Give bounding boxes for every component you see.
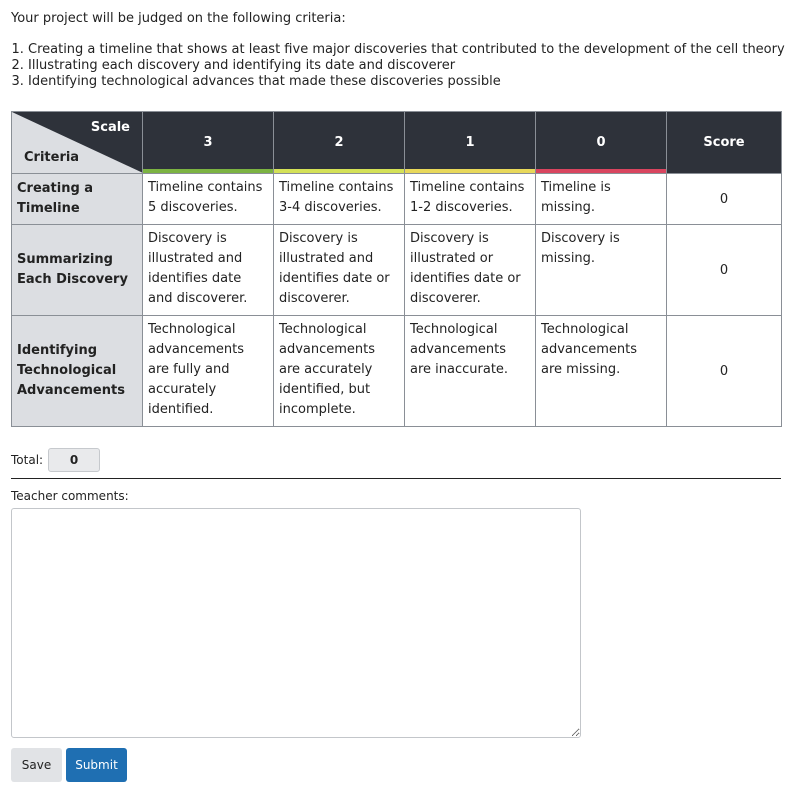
scale-header-label: 3	[203, 135, 213, 150]
rubric-row	[12, 174, 782, 225]
scale-header-label: 2	[334, 135, 344, 150]
divider	[11, 478, 781, 479]
comments-label: Teacher comments:	[11, 489, 129, 503]
scale-header-2	[274, 112, 405, 174]
total-value: 0	[48, 448, 100, 472]
save-button[interactable]: Save	[11, 748, 62, 782]
scale-header-3	[143, 112, 274, 174]
criterion-cell: Summarizing Each Discovery	[12, 225, 143, 316]
rubric-row	[12, 316, 782, 427]
rubric-cell[interactable]: Discovery is illustrated and identifies date or discoverer.	[274, 225, 405, 316]
criteria-label: Criteria	[24, 150, 80, 165]
criterion-cell: Identifying Technological Advancements	[12, 316, 143, 427]
scale-color-bar	[405, 169, 535, 173]
scale-header-1	[405, 112, 536, 174]
criteria-item: 1. Creating a timeline that shows at least five major discoveries that contributed to the development of the cell theory	[28, 42, 785, 58]
criteria-item: 3. Identifying technological advances that made these discoveries possible	[28, 74, 785, 90]
score-cell: 0	[667, 225, 782, 316]
rubric-cell[interactable]: Discovery is illustrated or identifies date or discoverer.	[405, 225, 536, 316]
criteria-list	[11, 42, 785, 90]
scale-label: Scale	[90, 120, 130, 135]
teacher-comments-input[interactable]	[11, 508, 581, 738]
rubric-cell[interactable]: Discovery is missing.	[536, 225, 667, 316]
rubric-cell[interactable]: Discovery is illustrated and identifies date and discoverer.	[143, 225, 274, 316]
total-label: Total:	[11, 453, 44, 467]
total-row	[11, 448, 100, 472]
score-header: Score	[667, 112, 782, 174]
scale-color-bar	[274, 169, 404, 173]
criterion-cell: Creating a Timeline	[12, 174, 143, 225]
rubric-cell[interactable]: Timeline contains 3-4 discoveries.	[274, 174, 405, 225]
rubric-row	[12, 225, 782, 316]
rubric-cell[interactable]: Technological advancements are fully and accurately identified.	[143, 316, 274, 427]
rubric-cell[interactable]: Technological advancements are inaccurate.	[405, 316, 536, 427]
scale-header-0	[536, 112, 667, 174]
instructions-text: Your project will be judged on the following criteria:	[11, 11, 346, 26]
rubric-cell[interactable]: Timeline contains 1-2 discoveries.	[405, 174, 536, 225]
rubric-cell[interactable]: Technological advancements are missing.	[536, 316, 667, 427]
rubric-header-row	[12, 112, 782, 174]
rubric-cell[interactable]: Timeline contains 5 discoveries.	[143, 174, 274, 225]
submit-button[interactable]: Submit	[66, 748, 127, 782]
scale-header-label: 0	[596, 135, 606, 150]
rubric-cell[interactable]: Timeline is missing.	[536, 174, 667, 225]
score-cell: 0	[667, 316, 782, 427]
rubric-corner-cell	[12, 112, 143, 174]
scale-color-bar	[143, 169, 273, 173]
score-cell: 0	[667, 174, 782, 225]
rubric-cell[interactable]: Technological advancements are accurately identified, but incomplete.	[274, 316, 405, 427]
rubric-table	[11, 111, 782, 427]
scale-header-label: 1	[465, 135, 475, 150]
scale-color-bar	[536, 169, 666, 173]
criteria-item: 2. Illustrating each discovery and identifying its date and discoverer	[28, 58, 785, 74]
